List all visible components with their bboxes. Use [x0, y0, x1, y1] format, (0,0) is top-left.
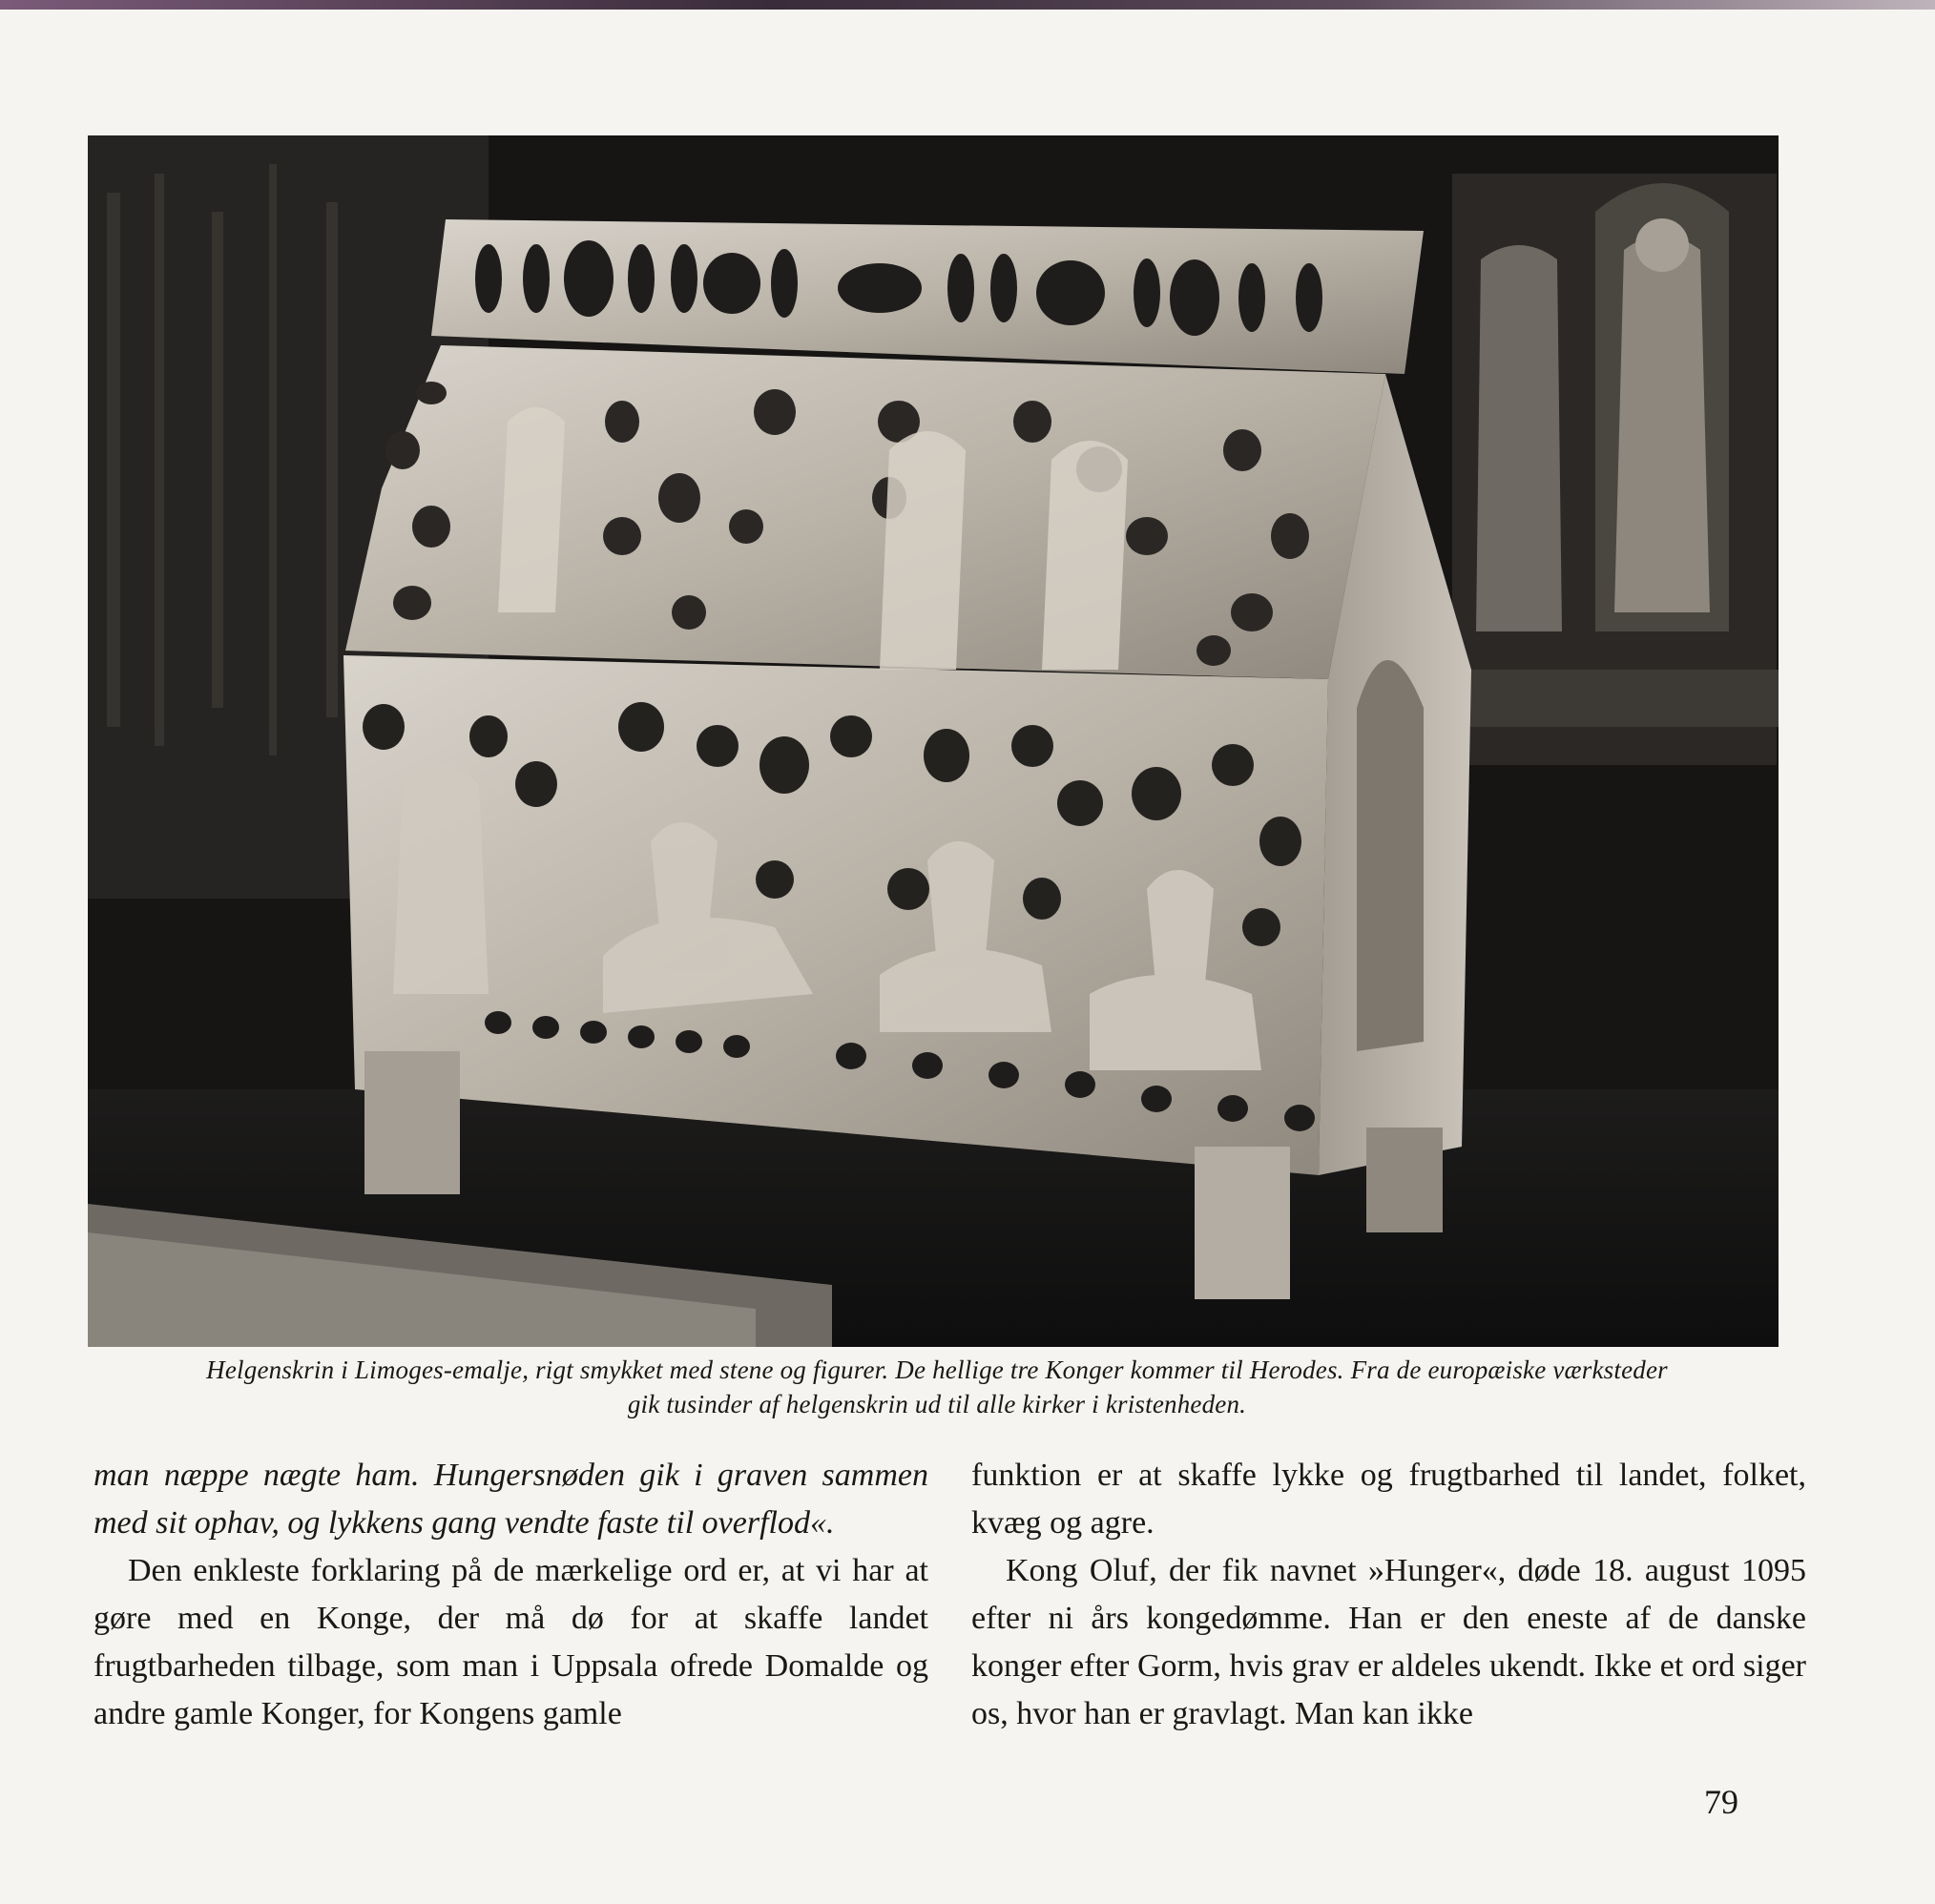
- reliquary-photograph: [88, 135, 1779, 1347]
- figure-caption: [88, 1353, 1786, 1421]
- caption-line-1: Helgenskrin i Limoges-emalje, rigt smykket med stene og figurer. De hellige tre Konger kommer til Herodes. Fra de europæiske værksteder: [206, 1356, 1668, 1384]
- right-text-column: [971, 1452, 1806, 1738]
- left-text-column: [94, 1452, 928, 1738]
- caption-line-2: gik tusinder af helgenskrin ud til alle kirker i kristenheden.: [627, 1390, 1247, 1418]
- left-paragraph-2: Den enkleste forklaring på de mærkelige ord er, at vi har at gøre med en Konge, der må dø for at skaffe landet frugtbarheden tilbage, som man i Uppsala ofrede Domalde og andre gamle Konger, for Kongens gamle: [94, 1553, 928, 1731]
- page-number: 79: [1704, 1783, 1738, 1821]
- page-top-edge: [0, 0, 1935, 10]
- reliquary-illustration: [88, 135, 1779, 1347]
- right-paragraph-2: Kong Oluf, der fik navnet »Hunger«, døde 18. august 1095 efter ni års kongedømme. Han er den eneste af de danske konger efter Gorm, hvis grav er aldeles ukendt. Ikke et ord siger os, hvor han er gravlagt. Man kan ikke: [971, 1553, 1806, 1731]
- right-paragraph-1: funktion er at skaffe lykke og frugtbarhed til landet, folket, kvæg og agre.: [971, 1458, 1806, 1541]
- left-paragraph-1: man næppe nægte ham. Hungersnøden gik i graven sammen med sit ophav, og lykkens gang vendte faste til overflod«.: [94, 1458, 928, 1541]
